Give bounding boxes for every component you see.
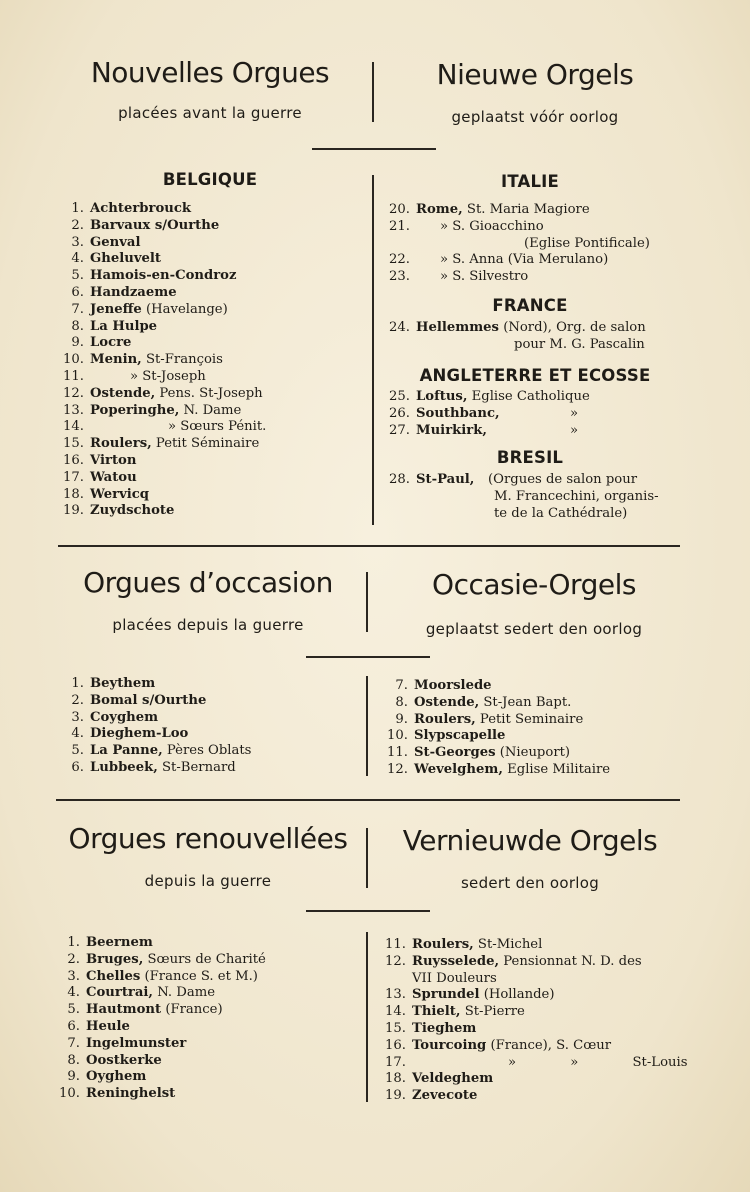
list-item: 17. » » St-Louis: [385, 1054, 688, 1070]
section2-right-subtitle: geplaatst sedert den oorlog: [425, 620, 643, 638]
list-item: 11. » St-Joseph: [63, 368, 206, 384]
list-item: VII Douleurs: [412, 970, 497, 986]
list-item: 25. Loftus, Eglise Catholique: [389, 389, 590, 404]
list-item: 3. Chelles (France S. et M.): [67, 968, 258, 984]
list-item: 9. Roulers, Petit Seminaire: [395, 711, 584, 727]
list-item: 22. » S. Anna (Via Merulano): [389, 252, 609, 268]
list-item: M. Francechini, organis-: [494, 488, 659, 504]
list-item: 12. Wevelghem, Eglise Militaire: [387, 761, 611, 777]
section2-left-title: Orgues d’occasion: [83, 566, 333, 599]
list-item: 5. La Panne, Pères Oblats: [71, 743, 252, 759]
country-heading-angleterre: ANGLETERRE ET ECOSSE: [419, 366, 651, 385]
section1-right-subtitle: geplaatst vóór oorlog: [451, 108, 619, 126]
country-heading-belgique: BELGIQUE: [162, 170, 258, 189]
list-item: 26. Southbanc, »: [389, 405, 579, 421]
section2-column-divider: [366, 676, 368, 776]
list-item: 7. Moorslede: [395, 678, 492, 693]
section2-left-subtitle: placées depuis la guerre: [112, 616, 304, 634]
list-item: 10. Slypscapelle: [387, 728, 506, 744]
list-item: 23. » S. Silvestro: [389, 269, 529, 285]
list-item: 2. Bomal s/Ourthe: [71, 692, 207, 708]
list-item: 12. Ostende, Pens. St-Joseph: [63, 385, 263, 401]
list-item: 14. » Sœurs Pénit.: [63, 419, 267, 435]
list-item: 10. Menin, St-François: [63, 352, 223, 368]
list-item: 1. Beythem: [71, 676, 156, 691]
list-item: 19. Zevecote: [385, 1088, 478, 1104]
list-item: 21. » S. Gioacchino: [389, 218, 544, 234]
list-item: 14. Thielt, St-Pierre: [385, 1004, 525, 1020]
list-item: (Eglise Pontificale): [524, 235, 650, 251]
list-item: 13. Poperinghe, N. Dame: [63, 402, 242, 418]
list-item: 18. Wervicq: [63, 486, 149, 502]
section1-left-subtitle: placées avant la guerre: [118, 104, 302, 122]
list-item: 1. Achterbrouck: [71, 201, 191, 216]
section3-left-subtitle: depuis la guerre: [144, 872, 272, 890]
list-item: 28. St-Paul, (Orgues de salon pour: [389, 472, 638, 487]
section3-left-title: Orgues renouvellées: [68, 822, 348, 855]
list-item: 4. Courtrai, N. Dame: [67, 985, 216, 1001]
list-item: 16. Virton: [63, 452, 137, 468]
list-item: 5. Hamois-en-Condroz: [71, 268, 237, 284]
list-item: 10. Reninghelst: [59, 1086, 176, 1102]
list-item: 16. Tourcoing (France), S. Cœur: [385, 1037, 612, 1053]
list-item: 5. Hautmont (France): [67, 1002, 223, 1018]
list-item: pour M. G. Pascalin: [514, 336, 645, 352]
list-item: 15. Roulers, Petit Séminaire: [63, 436, 260, 452]
italie-list: [378, 202, 650, 286]
france-list: [378, 320, 646, 354]
section2-header-divider: [366, 572, 368, 632]
list-item: 27. Muirkirk, »: [389, 422, 579, 438]
list-item: 6. Heule: [67, 1018, 130, 1034]
list-item: 7. Ingelmunster: [67, 1035, 187, 1051]
list-item: 3. Genval: [71, 234, 141, 250]
list-item: 24. Hellemmes (Nord), Org. de salon: [389, 320, 646, 335]
country-heading-italie: ITALIE: [500, 172, 559, 191]
list-item: 9. Locre: [71, 335, 132, 351]
list-item: 6. Lubbeek, St-Bernard: [71, 759, 236, 775]
section2-right-title: Occasie-Orgels: [432, 568, 636, 601]
country-heading-bresil: BRESIL: [496, 448, 564, 467]
section1-left-title: Nouvelles Orgues: [90, 56, 330, 89]
section3-right-title: Vernieuwde Orgels: [402, 824, 658, 857]
list-item: 6. Handzaeme: [71, 284, 177, 300]
occasion-left-list: [50, 676, 251, 777]
list-item: 7. Jeneffe (Havelange): [71, 301, 228, 317]
section1-short-rule: [312, 148, 436, 150]
list-item: 4. Dieghem-Loo: [71, 726, 189, 742]
section1-column-divider: [372, 175, 374, 525]
list-item: 15. Tieghem: [385, 1020, 477, 1036]
list-item: 11. Roulers, St-Michel: [385, 937, 543, 952]
list-item: 19. Zuydschote: [63, 503, 175, 519]
section3-right-subtitle: sedert den oorlog: [460, 874, 600, 892]
list-item: 9. Oyghem: [67, 1069, 147, 1085]
country-heading-france: FRANCE: [492, 296, 568, 315]
list-item: 3. Coyghem: [71, 709, 159, 725]
list-item: 11. St-Georges (Nieuport): [387, 745, 571, 761]
list-item: 1. Beernem: [67, 935, 153, 950]
list-item: 18. Veldeghem: [385, 1071, 494, 1087]
section3-short-rule: [306, 910, 430, 912]
bresil-list: [378, 472, 659, 522]
section1-bottom-rule: [58, 545, 680, 547]
list-item: 2. Barvaux s/Ourthe: [71, 217, 220, 233]
list-item: 17. Watou: [63, 469, 137, 485]
list-item: 8. Oostkerke: [67, 1052, 162, 1068]
list-item: 8. Ostende, St-Jean Bapt.: [395, 694, 572, 710]
occasion-right-list: [376, 678, 610, 779]
section3-column-divider: [366, 932, 368, 1102]
section1-right-title: Nieuwe Orgels: [436, 58, 634, 91]
list-item: 12. Ruysselede, Pensionnat N. D. des: [385, 953, 642, 969]
list-item: 13. Sprundel (Hollande): [385, 987, 555, 1003]
section3-header-divider: [366, 828, 368, 888]
belgique-list: [50, 201, 266, 520]
list-item: te de la Cathédrale): [494, 505, 628, 521]
list-item: 20. Rome, St. Maria Magiore: [389, 202, 590, 217]
list-item: 4. Gheluvelt: [71, 251, 161, 267]
angleterre-list: [378, 389, 590, 439]
section2-short-rule: [306, 656, 430, 658]
renouvellees-right-list: [376, 937, 688, 1105]
section2-bottom-rule: [56, 799, 680, 801]
renouvellees-left-list: [50, 935, 266, 1103]
list-item: 2. Bruges, Sœurs de Charité: [67, 951, 266, 967]
list-item: 8. La Hulpe: [71, 318, 158, 334]
section1-header-divider: [372, 62, 374, 122]
